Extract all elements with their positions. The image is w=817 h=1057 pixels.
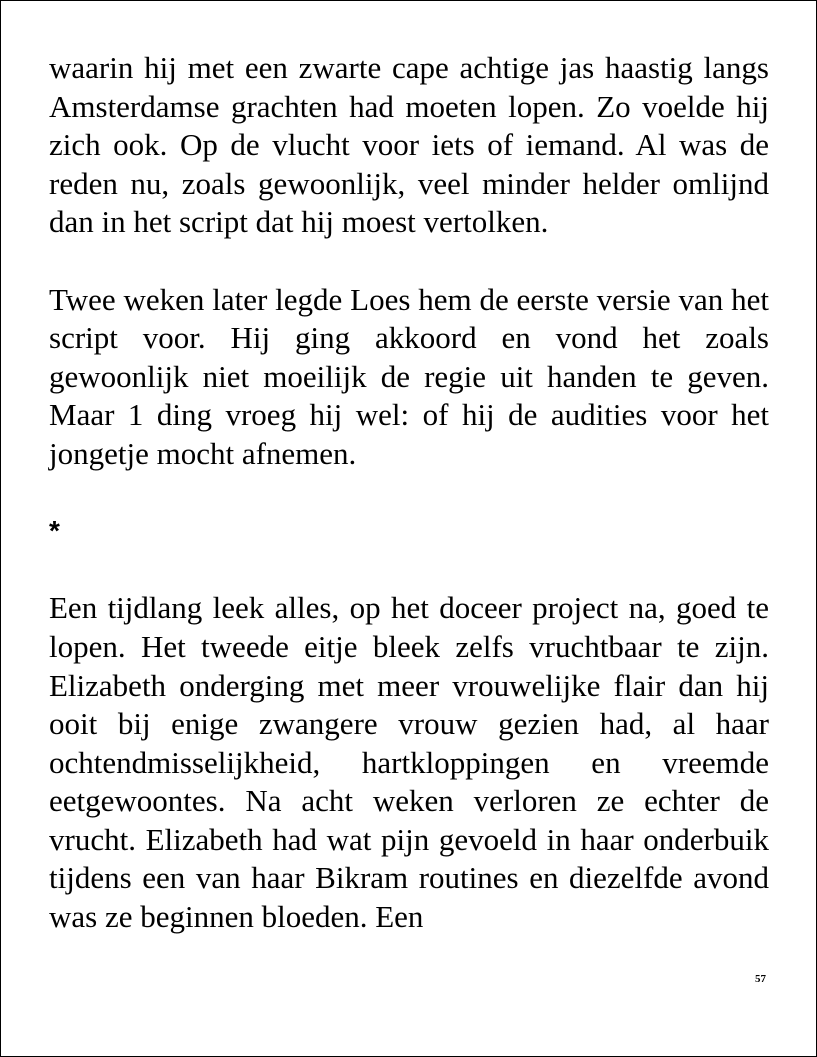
page-number: 57 (755, 973, 766, 985)
section-separator: * (49, 515, 60, 547)
paragraph-gap (49, 242, 769, 281)
paragraph-gap (49, 551, 769, 590)
page-body (49, 49, 769, 937)
paragraph-1: waarin hij met een zwarte cape achtige jas haastig langs Amsterdamse grachten had moeten lopen. Zo voelde hij zich ook. Op de vlucht voor iets of iemand. Al was de reden nu, zoals gewoonlijk, veel minder helder omlijnd dan in het script dat hij moest vertolken. (49, 50, 769, 240)
paragraph-3: Een tijdlang leek alles, op het doceer project na, goed te lopen. Het tweede eitje bleek zelfs vruchtbaar te zijn. Elizabeth onderging met meer vrouwelijke flair dan hij ooit bij enige zwangere vrouw gezien had, al haar ochtendmisselijkheid, hartkloppingen en vreemde eetgewoontes. Na acht weken verloren ze echter de vrucht. Elizabeth had wat pijn gevoeld in haar onderbuik tijdens een van haar Bikram routines en diezelfde avond was ze beginnen bloeden. Een (49, 590, 769, 935)
paragraph-gap (49, 474, 769, 513)
paragraph-2: Twee weken later legde Loes hem de eerste versie van het script voor. Hij ging akkoord en vond het zoals gewoonlijk niet moeilijk de regie uit handen te geven. Maar 1 ding vroeg hij wel: of hij de audities voor het jongetje mocht afnemen. (49, 281, 769, 471)
